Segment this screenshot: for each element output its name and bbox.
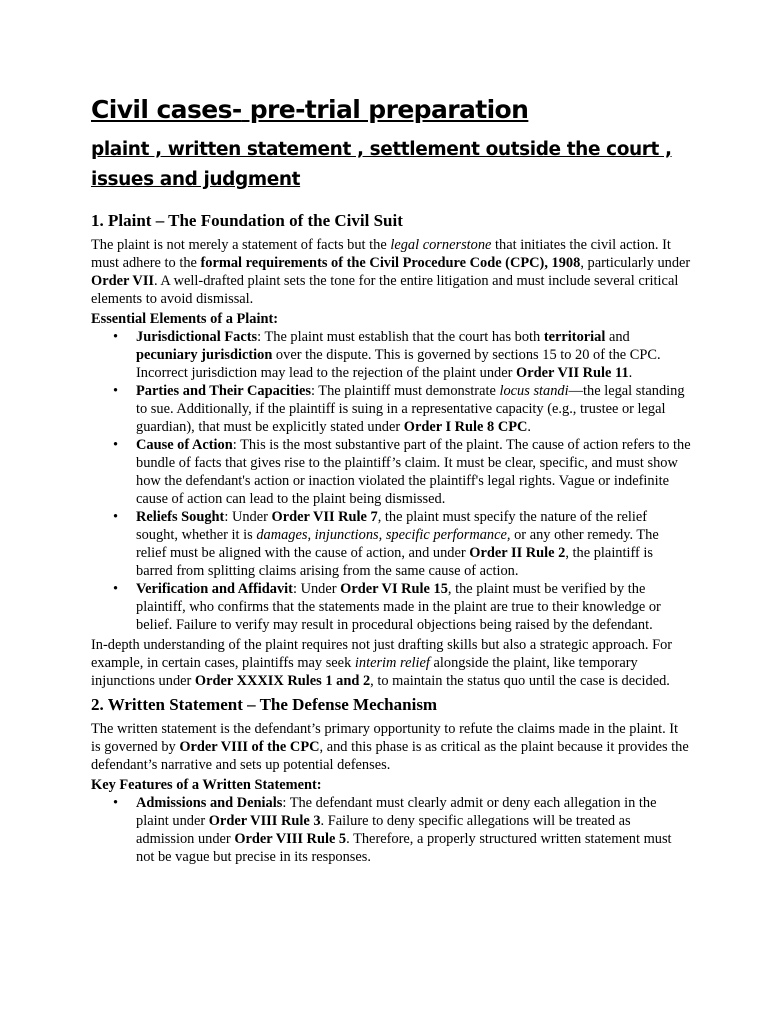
section-1-heading: 1. Plaint – The Foundation of the Civil Suit — [91, 211, 403, 230]
bullet-icon: • — [113, 383, 119, 399]
document-subtitle: plaint , written statement , settlement outside the court , issues and judgment — [91, 139, 672, 190]
bullet-icon: • — [113, 795, 119, 811]
list-item: • Parties and Their Capacities: The plaintiff must demonstrate locus standi—the legal standing to sue. Additionally, if the plaintiff is suing in a representative capacity (e.g., trustee or legal guardian), that must be explicitly stated under Order I Rule 8 CPC. — [113, 383, 685, 435]
section-1-closing: In-depth understanding of the plaint requires not just drafting skills but also a strategic approach. For example, in certain cases, plaintiffs may seek interim relief alongside the plaint, like temporary injunctions under Order XXXIX Rules 1 and 2, to maintain the status quo until the case is decided. — [91, 637, 673, 689]
bullet-icon: • — [113, 509, 119, 525]
bullet-icon: • — [113, 329, 119, 345]
list-item: • Admissions and Denials: The defendant must clearly admit or deny each allegation in the plaint under Order VIII Rule 3. Failure to deny specific allegations will be treated as admission under Order VIII Rule 5. Therefore, a properly structured written statement must not be vague but precise in its responses. — [113, 795, 672, 865]
document-title: Civil cases- pre-trial preparation — [91, 95, 529, 124]
bullet-icon: • — [113, 581, 119, 597]
plaint-elements-list — [91, 328, 691, 634]
list-item: • Jurisdictional Facts: The plaint must establish that the court has both territorial and pecuniary jurisdiction over the dispute. This is governed by sections 15 to 20 of the CPC. Incorrect jurisdiction may lead to the rejection of the plaint under Order VII Rule 11. — [113, 329, 661, 381]
list-item: • Reliefs Sought: Under Order VII Rule 7, the plaint must specify the nature of the relief sought, whether it is damages, injunctions, specific performance, or any other remedy. The relief must be aligned with the cause of action, and under Order II Rule 2, the plaintiff is barred from splitting claims arising from the same cause of action. — [113, 509, 659, 579]
list-item: • Verification and Affidavit: Under Order VI Rule 15, the plaint must be verified by the plaintiff, who confirms that the statements made in the plaint are true to their knowledge or belief. Failure to verify may result in procedural objections being raised by the defendant. — [113, 581, 661, 633]
bullet-icon: • — [113, 437, 119, 453]
list-item: • Cause of Action: This is the most substantive part of the plaint. The cause of action refers to the bundle of facts that gives rise to the plaintiff’s claim. It must be clear, specific, and must show how the defendant's action or inaction violated the plaintiff's legal rights. Vague or indefinite cause of action can lead to the plaint being dismissed. — [113, 437, 691, 507]
section-2-heading: 2. Written Statement – The Defense Mechanism — [91, 695, 438, 714]
document-page — [91, 92, 691, 866]
written-statement-features-list — [91, 794, 691, 866]
section-2-intro: The written statement is the defendant’s primary opportunity to refute the claims made in the plaint. It is governed by Order VIII of the CPC, and this phase is as critical as the plaint because it provides the defendant’s narrative and sets up potential defenses. — [91, 721, 689, 773]
key-features-label: Key Features of a Written Statement: — [91, 777, 322, 793]
essential-elements-label: Essential Elements of a Plaint: — [91, 311, 279, 327]
section-1-intro: The plaint is not merely a statement of facts but the legal cornerstone that initiates the civil action. It must adhere to the formal requirements of the Civil Procedure Code (CPC), 1908, particularly under Order VII. A well-drafted plaint sets the tone for the entire litigation and must include several critical elements to avoid dismissal. — [91, 237, 691, 307]
